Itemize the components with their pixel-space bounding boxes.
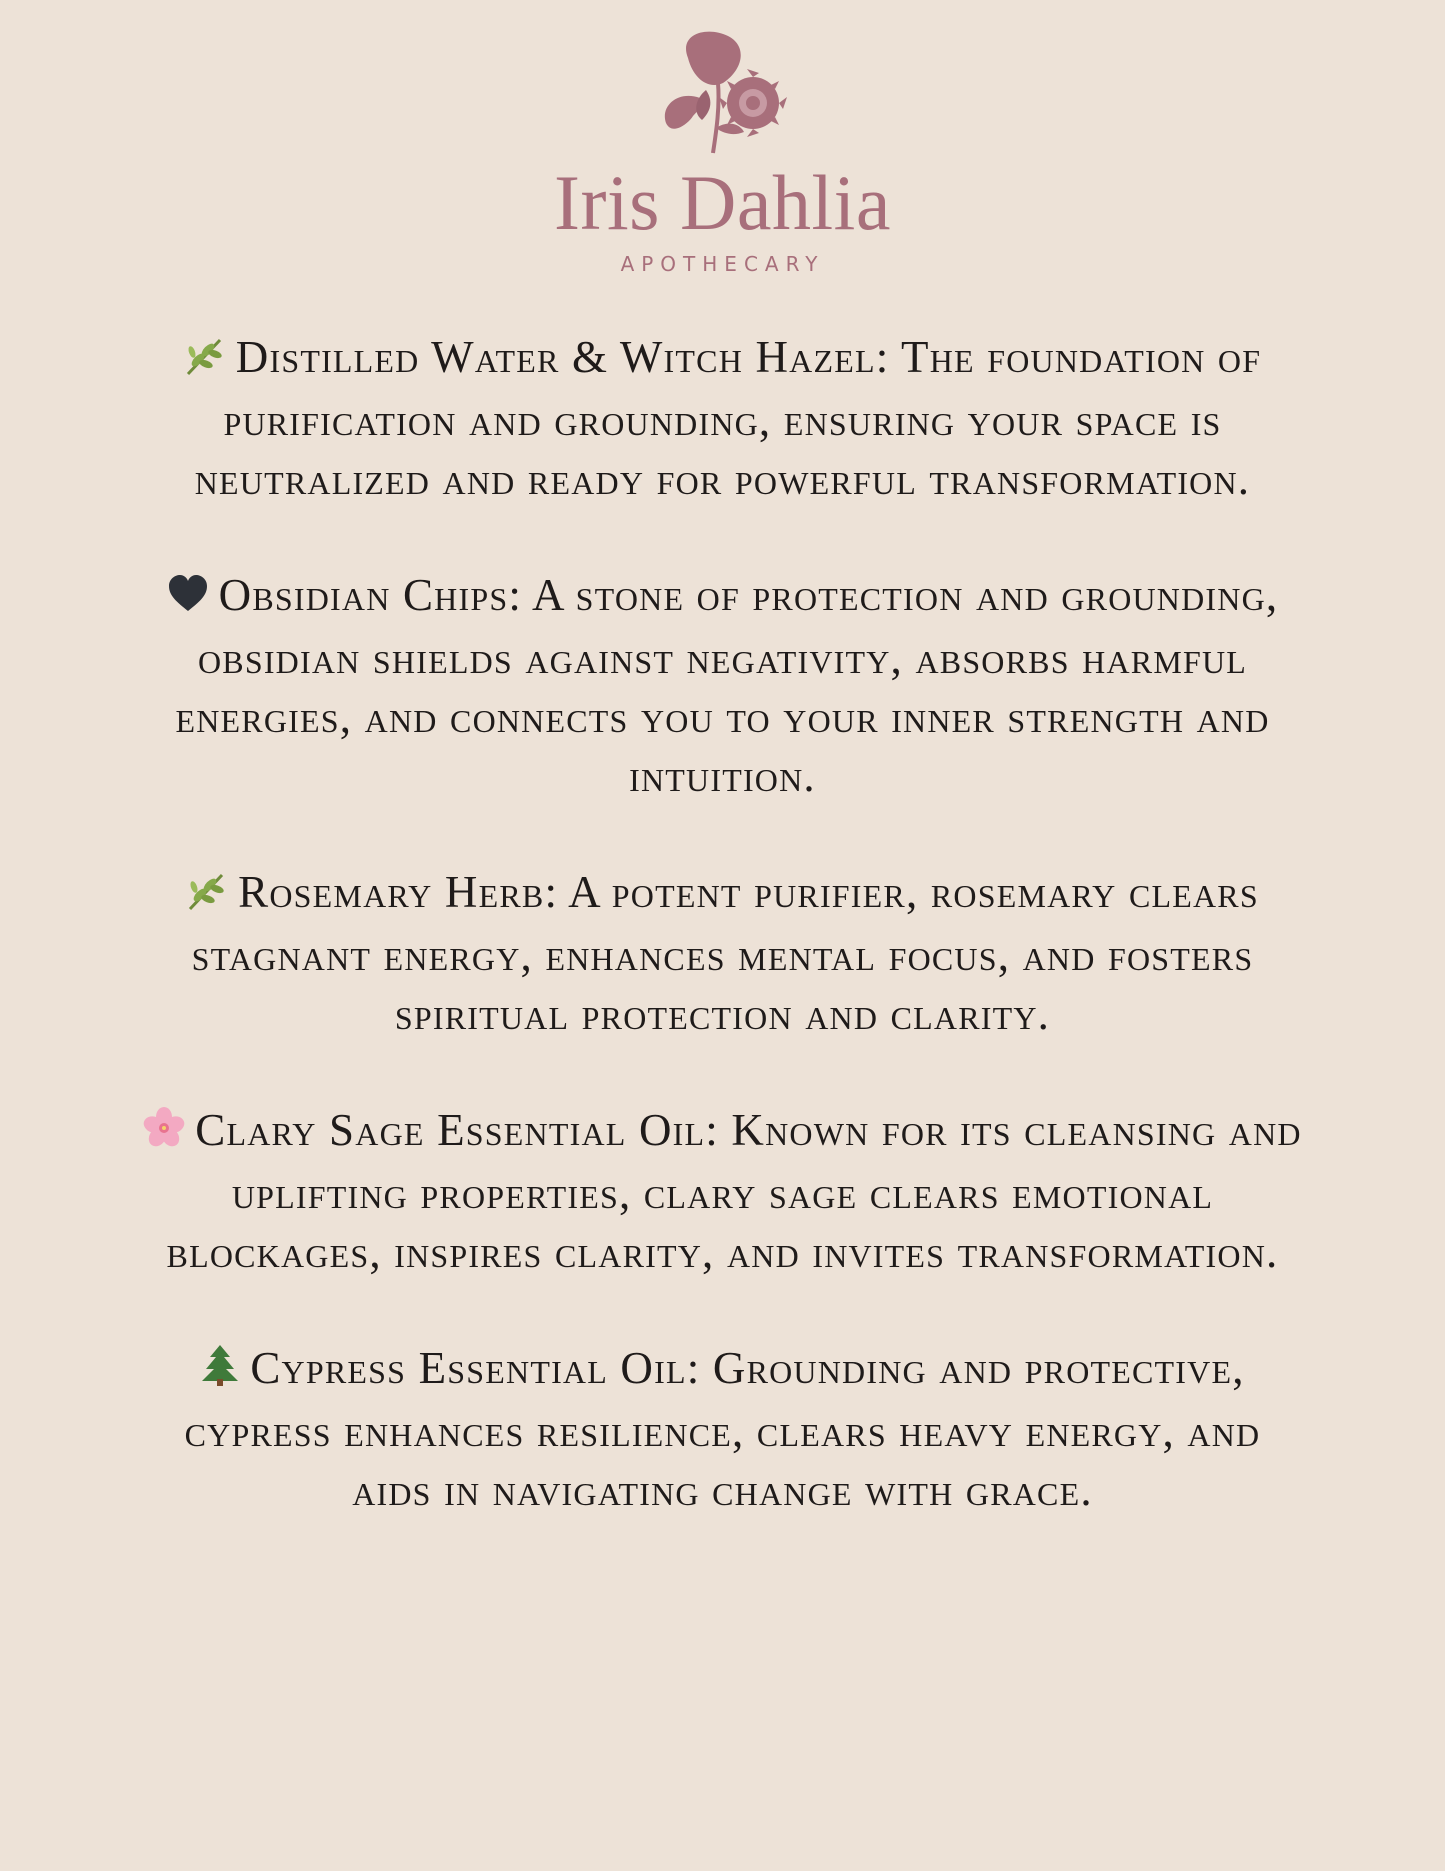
brand-name: Iris Dahlia [554, 159, 891, 246]
ingredient-list [140, 328, 1305, 1577]
herb-sprig-icon [186, 867, 228, 926]
brand-logo [0, 28, 1445, 276]
ingredient-text: Obsidian Chips: A stone of protection and grounding, obsidian shields against negativity, absorbs harmful energies, and connects you to your inner strength and intuition. [175, 570, 1279, 801]
ingredient-item [140, 1339, 1305, 1520]
cherry-blossom-icon [143, 1105, 185, 1164]
black-heart-icon [167, 570, 209, 629]
brand-subtitle: APOTHECARY [620, 252, 825, 276]
ingredient-item [140, 863, 1305, 1044]
herb-sprig-icon [184, 332, 226, 391]
ingredient-item [140, 566, 1305, 806]
evergreen-tree-icon [200, 1343, 240, 1402]
ingredient-text: Clary Sage Essential Oil: Known for its cleansing and uplifting properties, clary sage clears emotional blockages, inspires clarity, and invites transformation. [166, 1105, 1302, 1277]
ingredient-text: Cypress Essential Oil: Grounding and protective, cypress enhances resilience, clears heavy energy, and aids in navigating change with grace. [184, 1343, 1261, 1515]
iris-dahlia-flower-icon [648, 28, 798, 158]
ingredient-text: Distilled Water & Witch Hazel: The foundation of purification and grounding, ensuring your space is neutralized and ready for powerful transformation. [194, 332, 1262, 504]
ingredient-item [140, 1101, 1305, 1282]
ingredient-item [140, 328, 1305, 509]
ingredient-text: Rosemary Herb: A potent purifier, rosemary clears stagnant energy, enhances mental focus, and fosters spiritual protection and clarity. [191, 867, 1259, 1039]
